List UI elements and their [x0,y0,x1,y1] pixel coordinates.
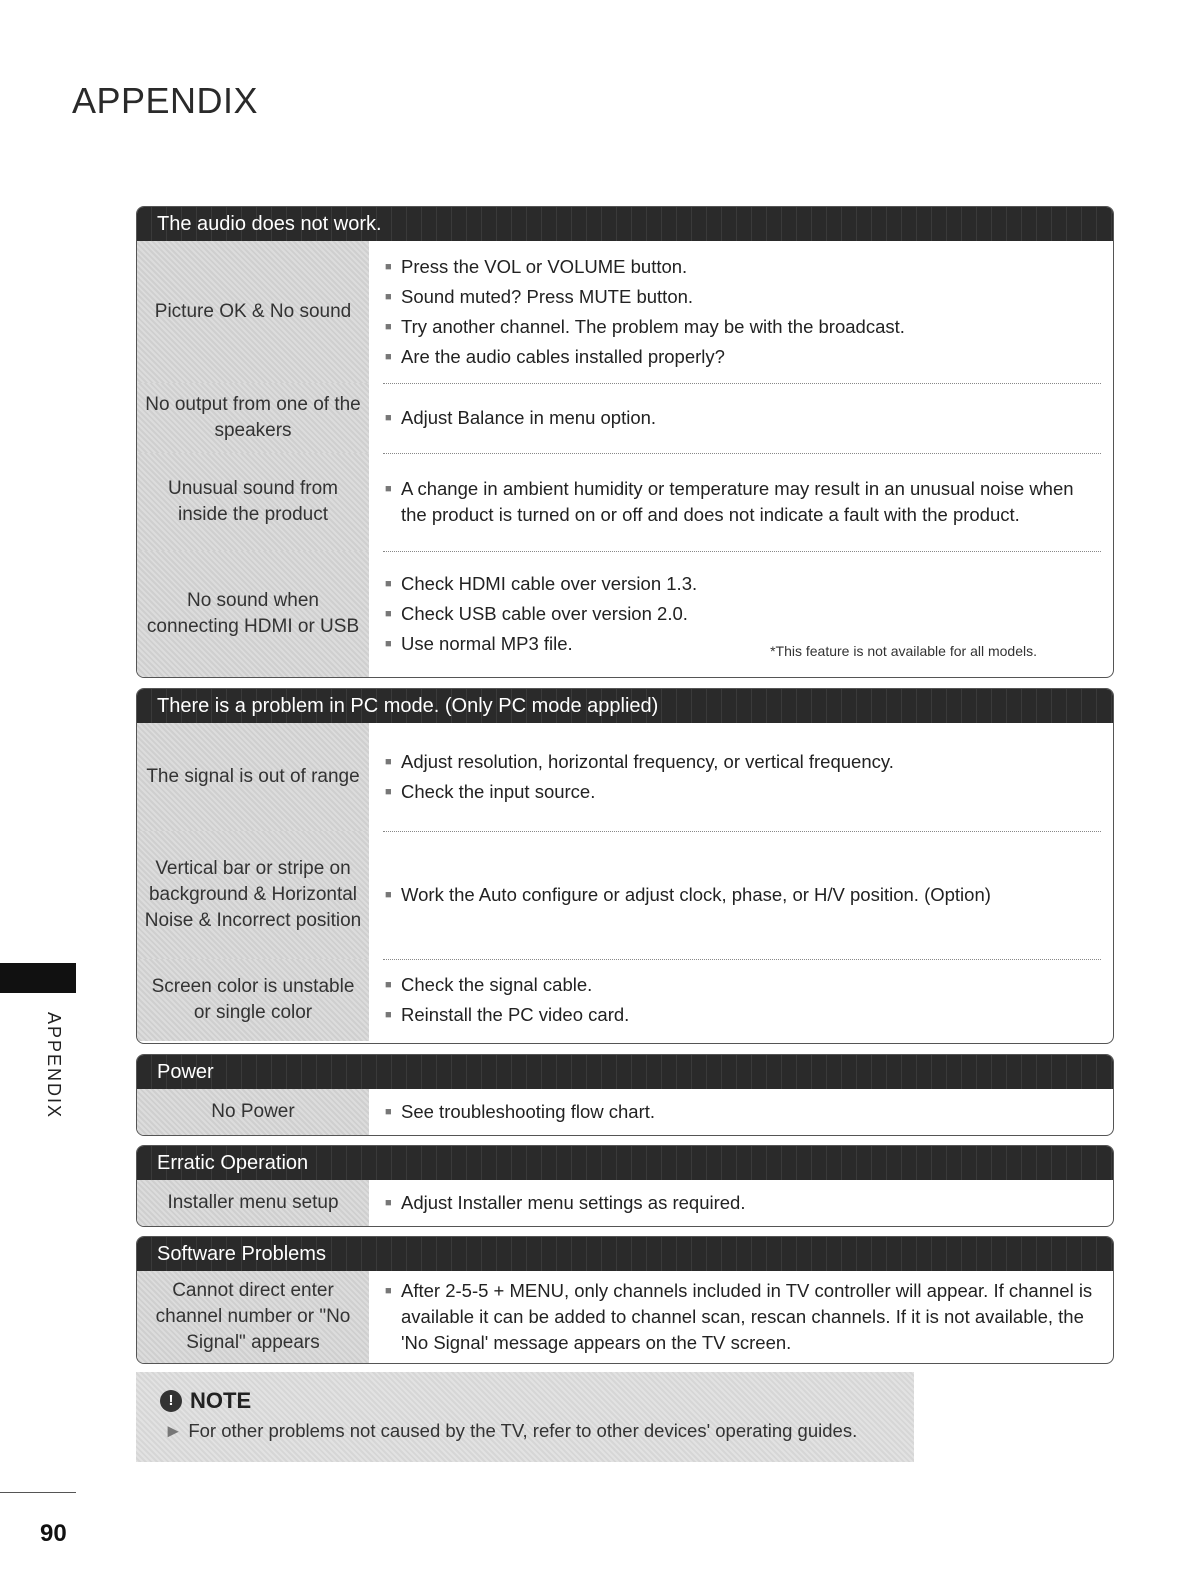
bullet-icon: ■ [385,979,392,991]
bullet-icon: ■ [385,1285,392,1297]
bullet-icon: ■ [385,756,392,768]
row-label: No sound when connecting HDMI or USB [137,551,369,677]
list-item: Adjust Installer menu settings as required. [401,1192,746,1213]
footer-divider [0,1492,76,1493]
section-header: There is a problem in PC mode. (Only PC mode applied) [137,689,1113,723]
table-row [137,1180,1113,1226]
table-row [137,831,1113,959]
bullet-icon: ■ [385,261,392,273]
row-label: The signal is out of range [137,723,369,831]
row-label: Cannot direct enter channel number or "No Signal" appears [137,1271,369,1363]
row-content [369,453,1113,551]
note-text: For other problems not caused by the TV, refer to other devices' operating guides. [188,1420,858,1441]
row-label: No Power [137,1089,369,1135]
row-label: Unusual sound from inside the product [137,453,369,551]
note-title: NOTE [190,1388,252,1413]
bullet-icon: ■ [385,1106,392,1118]
footnote: *This feature is not available for all models. [770,643,1037,659]
table-row [137,383,1113,453]
section-header: Software Problems [137,1237,1113,1271]
row-label: Screen color is unstable or single color [137,959,369,1041]
side-tab-marker [0,963,76,993]
table-row [137,551,1113,677]
bullet-icon: ■ [385,1197,392,1209]
section-software-problems [136,1236,1114,1364]
section-audio [136,206,1114,678]
list-item: Press the VOL or VOLUME button. [401,256,688,277]
row-content [369,831,1113,959]
row-label: No output from one of the speakers [137,383,369,453]
row-content [369,959,1113,1041]
list-item: After 2-5-5 + MENU, only channels included in TV controller will appear. If channel is available it can be added to channel scan, rescan channels. If it is not available, the 'No Signal' message appears on the TV screen. [401,1280,1093,1353]
arrow-right-icon: ► [164,1420,183,1441]
list-item: Check the signal cable. [401,974,593,995]
bullet-icon: ■ [385,321,392,333]
note-heading [160,1388,251,1414]
table-row [137,959,1113,1041]
bullet-icon: ■ [385,786,392,798]
side-section-label: APPENDIX [44,1012,64,1120]
section-erratic-operation [136,1145,1114,1227]
note-text-line [164,1420,857,1442]
list-item: Work the Auto configure or adjust clock, phase, or H/V position. (Option) [401,884,991,905]
row-content [369,1180,1113,1226]
page-title: APPENDIX [72,80,259,121]
row-content [369,383,1113,453]
row-label: Picture OK & No sound [137,241,369,383]
list-item: Check USB cable over version 2.0. [401,603,688,624]
exclamation-icon: ! [160,1390,182,1412]
section-power [136,1054,1114,1136]
row-label: Installer menu setup [137,1180,369,1226]
row-content [369,1271,1113,1363]
table-row [137,1089,1113,1135]
section-header: Power [137,1055,1113,1089]
row-label: Vertical bar or stripe on background & Horizontal Noise & Incorrect position [137,831,369,959]
bullet-icon: ■ [385,638,392,650]
page-number: 90 [40,1520,67,1547]
list-item: Adjust resolution, horizontal frequency, or vertical frequency. [401,751,894,772]
list-item: Sound muted? Press MUTE button. [401,286,694,307]
bullet-icon: ■ [385,889,392,901]
list-item: Use normal MP3 file. [401,633,573,654]
list-item: Check the input source. [401,781,596,802]
list-item: A change in ambient humidity or temperature may result in an unusual noise when the product is turned on or off and does not indicate a fault with the product. [401,478,1074,525]
row-content [369,241,1113,383]
table-row [137,453,1113,551]
bullet-icon: ■ [385,351,392,363]
section-pc-mode [136,688,1114,1044]
section-header: The audio does not work. [137,207,1113,241]
list-item: Reinstall the PC video card. [401,1004,630,1025]
list-item: Adjust Balance in menu option. [401,407,657,428]
bullet-icon: ■ [385,608,392,620]
bullet-icon: ■ [385,412,392,424]
bullet-icon: ■ [385,291,392,303]
bullet-icon: ■ [385,578,392,590]
bullet-icon: ■ [385,1009,392,1021]
table-row [137,1271,1113,1363]
note-box [136,1372,914,1462]
list-item: Are the audio cables installed properly? [401,346,725,367]
bullet-icon: ■ [385,483,392,495]
section-header: Erratic Operation [137,1146,1113,1180]
table-row [137,241,1113,383]
list-item: See troubleshooting flow chart. [401,1101,656,1122]
row-content [369,723,1113,831]
list-item: Check HDMI cable over version 1.3. [401,573,698,594]
list-item: Try another channel. The problem may be with the broadcast. [401,316,905,337]
table-row [137,723,1113,831]
row-content [369,551,1113,677]
row-content [369,1089,1113,1135]
